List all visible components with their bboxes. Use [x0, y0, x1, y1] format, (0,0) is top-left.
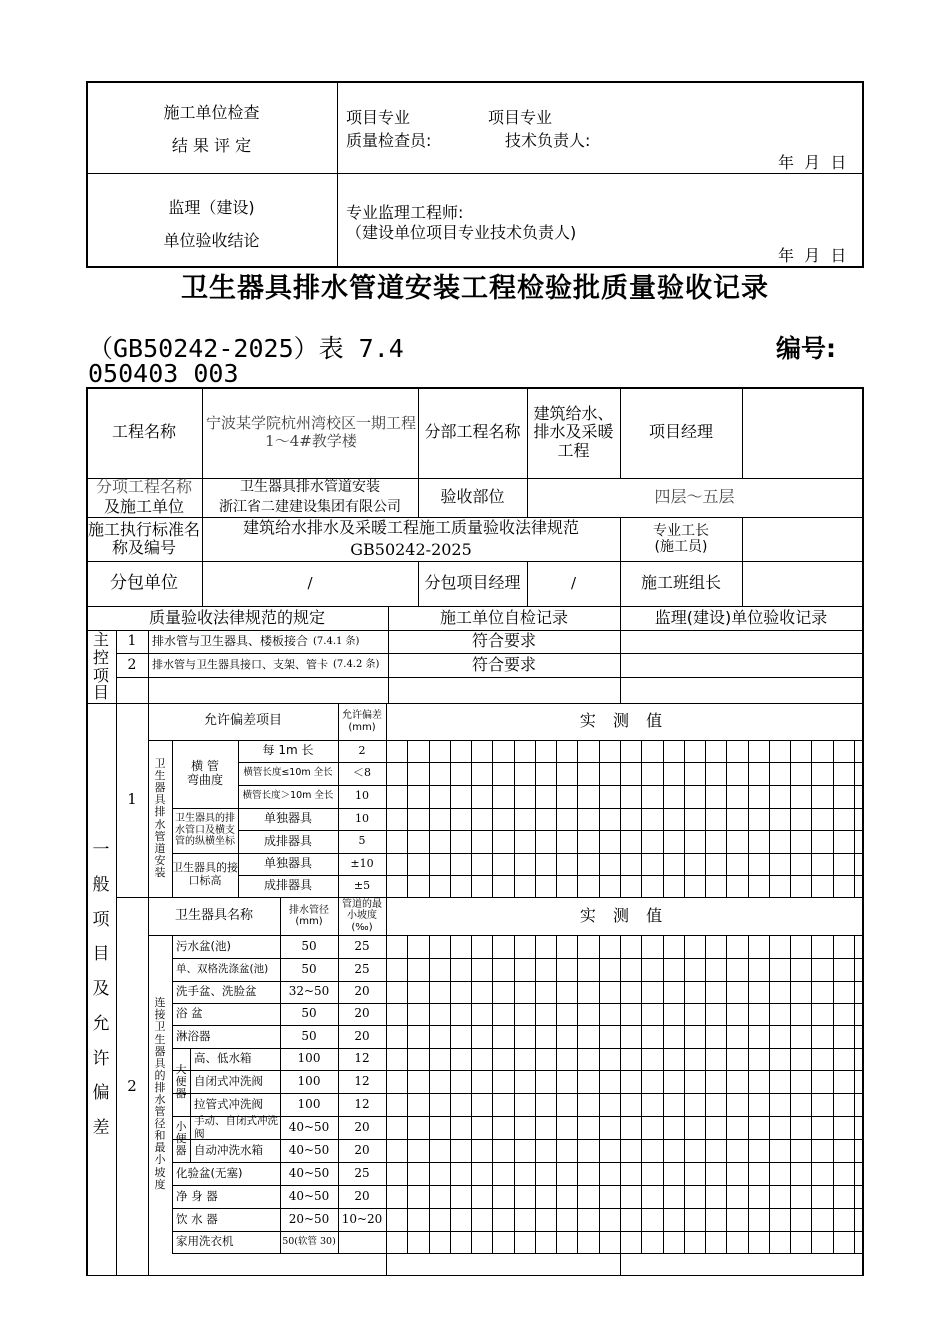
tech-leader-label-1: 项目专业	[488, 108, 553, 127]
supervisor-line-2: （建设单位项目专业技术负责人)	[346, 223, 577, 242]
group1-value: ±10	[350, 856, 374, 870]
measure-grid-line	[620, 740, 621, 897]
urinal-label	[172, 1116, 190, 1162]
measure-grid-line	[833, 740, 834, 897]
main-control-no: 1	[127, 633, 137, 650]
vertical-char: 安	[154, 853, 166, 867]
measured-header-2: 实 测 值	[579, 905, 669, 925]
fixture-diameter: 50	[301, 1028, 317, 1043]
main-control-item	[148, 653, 388, 677]
vertical-char: 便	[175, 1131, 187, 1145]
group1-value: 10	[355, 789, 369, 803]
measure-grid-line	[471, 740, 472, 897]
measure-grid-line	[790, 935, 791, 1253]
main-control-result: 符合要求	[471, 631, 536, 651]
fixture-name: 自动冲洗水箱	[194, 1142, 263, 1157]
vertical-char: 器	[175, 1144, 187, 1158]
measure-grid-line	[599, 740, 600, 897]
fixture-diameter: 40~50	[288, 1188, 330, 1203]
self-check-header: 施工单位自检记录	[439, 607, 568, 627]
measure-grid-line	[769, 740, 770, 897]
fixture-diameter: 40~50	[288, 1142, 330, 1157]
subitem-label-1: 分项工程名称	[95, 477, 192, 497]
vertical-char: 一	[92, 840, 110, 861]
signoff-date-1: 年 月 日	[778, 153, 847, 172]
measured-header-1: 实 测 值	[579, 711, 669, 731]
vertical-char: 度	[154, 1177, 166, 1191]
fixture-slope: 10~20	[341, 1211, 383, 1226]
vertical-char: 连	[154, 996, 166, 1010]
team-leader-label: 施工班组长	[640, 573, 721, 593]
fixture-name: 洗手盆、洗脸盆	[176, 984, 257, 999]
measure-grid-line	[641, 935, 642, 1253]
group1-value: ±5	[353, 878, 371, 892]
measure-grid-line	[684, 740, 685, 897]
fixture-diameter: 20~50	[288, 1211, 330, 1226]
fixture-slope: 12	[354, 1096, 370, 1111]
group1-no: 1	[127, 790, 137, 809]
fixture-name: 饮 水 器	[176, 1211, 218, 1226]
measure-grid-line	[429, 935, 430, 1253]
fixture-slope: 25	[354, 1165, 370, 1180]
quality-inspector-label-2: 质量检查员:	[346, 131, 432, 150]
fixture-slope: 20	[354, 1028, 370, 1043]
fixture-header: 卫生器具名称	[174, 907, 253, 923]
vertical-char: 差	[92, 1117, 110, 1138]
diameter-header: 排水管径 (mm)	[289, 904, 329, 927]
fixture-slope: 20	[354, 1188, 370, 1203]
measure-grid-line	[471, 935, 472, 1253]
subcontractor-value: /	[307, 573, 313, 592]
vertical-char: 坡	[154, 1165, 166, 1179]
fixture-slope	[338, 1231, 386, 1253]
measure-grid-line	[663, 740, 664, 897]
signoff-date-2: 年 月 日	[778, 246, 847, 265]
group1-item: 单独器具	[263, 811, 312, 826]
vertical-char: 项	[92, 665, 109, 685]
slope-header: 管道的最 小坡度(‰)	[342, 898, 382, 933]
row-line	[116, 677, 862, 678]
fixture-diameter: 50	[301, 961, 317, 976]
group1-item: 单独器具	[263, 856, 312, 871]
group1-value: 2	[358, 743, 366, 757]
subitem-value-2: 浙江省二建建设集团有限公司	[219, 498, 401, 515]
group1-sub1-label: 横 管 弯曲度	[186, 759, 223, 787]
group1-value: 5	[358, 834, 366, 848]
group1-item: 每 1m 长	[262, 743, 314, 758]
vertical-char: 道	[154, 841, 166, 855]
main-control-item	[148, 630, 388, 653]
vertical-char: 目	[92, 683, 109, 703]
measure-grid-line	[748, 935, 749, 1253]
fixture-slope: 25	[354, 938, 370, 953]
measure-grid-line	[429, 740, 430, 897]
spec-header-label: 质量验收法律规范的规定	[148, 607, 325, 627]
vertical-char: 具	[154, 793, 166, 807]
fixture-name: 自闭式冲洗阀	[194, 1073, 263, 1088]
main-control-no: 2	[127, 656, 137, 673]
unit-check-label-1: 施工单位检查	[163, 103, 260, 122]
measure-grid-line	[450, 740, 451, 897]
record-number: 050403 003	[88, 359, 239, 388]
group2-side-label	[148, 935, 172, 1253]
group1-item: 横管长度≤10m 全长	[243, 767, 333, 779]
vertical-char: 水	[154, 1093, 166, 1106]
unit-check-label-2: 结 果 评 定	[171, 136, 252, 155]
vertical-char: 径	[154, 1117, 166, 1131]
fixture-diameter: 40~50	[288, 1119, 330, 1134]
main-control-clause: (7.4.2 条)	[333, 659, 380, 671]
vertical-char: 接	[154, 1008, 166, 1022]
vertical-char: 排	[154, 1080, 166, 1094]
vertical-char: 具	[154, 1056, 166, 1070]
project-name-label: 工程名称	[111, 422, 176, 442]
vertical-char: 生	[154, 769, 166, 783]
measure-grid-line	[705, 740, 706, 897]
allow-item-header: 允许偏差项目	[203, 713, 282, 729]
measure-grid-line	[748, 740, 749, 897]
fixture-diameter: 50	[301, 938, 317, 953]
measure-grid-line	[726, 740, 727, 897]
supervision-label-1: 监理（建设)	[168, 198, 255, 217]
measure-grid-line	[599, 935, 600, 1253]
group1-sub2-label: 卫生器具的排水管口及横支管的纵横坐标	[175, 813, 235, 848]
fixture-name: 单、双格洗涤盆(池)	[176, 963, 269, 976]
vertical-char: 允	[92, 1013, 110, 1034]
fixture-name: 污水盆(池)	[176, 938, 231, 953]
vertical-char: 最	[154, 1141, 166, 1155]
measure-grid-line	[535, 740, 536, 897]
vertical-char: 的	[154, 1068, 166, 1082]
vertical-char: 装	[154, 865, 166, 879]
fixture-name: 净 身 器	[176, 1188, 218, 1203]
measure-grid-line	[854, 935, 855, 1253]
vertical-char: 偏	[92, 1083, 110, 1104]
measure-grid-line	[854, 740, 855, 897]
fixture-diameter: 32~50	[288, 984, 330, 999]
project-manager-label: 项目经理	[648, 422, 713, 442]
vertical-char: 般	[92, 875, 110, 896]
supervisor-line-1: 专业监理工程师:	[346, 203, 464, 222]
main-control-label	[86, 630, 116, 703]
standard-value-1: 建筑给水排水及采暖工程施工质量验收法律规范	[242, 517, 579, 537]
main-control-text: 排水管与卫生器具接口、支架、管卡	[152, 657, 328, 671]
location-value: 四层～五层	[654, 487, 735, 507]
vertical-char: 小	[175, 1119, 187, 1133]
measure-grid-line	[705, 935, 706, 1253]
vertical-char: 及	[92, 979, 110, 1000]
vertical-char: 和	[154, 1129, 166, 1143]
measure-grid-line	[811, 740, 812, 897]
project-name-value: 宁波某学院杭州湾校区一期工程 1～4#教学楼	[205, 414, 416, 450]
standard-label: 施工执行标准名称及编号	[87, 519, 200, 557]
vertical-char: 大	[175, 1062, 187, 1076]
measure-grid-line	[811, 935, 812, 1253]
vertical-char: 器	[175, 1087, 187, 1101]
sub-pm-label: 分包项目经理	[424, 573, 521, 593]
fixture-name: 拉管式冲洗阀	[194, 1096, 263, 1111]
measure-grid-line	[407, 740, 408, 897]
vertical-char: 生	[154, 1032, 166, 1046]
fixture-diameter: 40~50	[288, 1165, 330, 1180]
tech-leader-label-2: 技术负责人:	[505, 131, 591, 150]
measure-grid-line	[577, 740, 578, 897]
measure-grid-line	[514, 935, 515, 1253]
measure-grid-line	[407, 935, 408, 1253]
foreman-label: 专业工长 (施工员)	[653, 522, 709, 555]
page-title: 卫生器具排水管道安装工程检验批质量验收记录	[181, 273, 769, 304]
vertical-char: 器	[154, 1044, 166, 1058]
vertical-char: 卫	[154, 1020, 166, 1034]
division-value: 建筑给水、排水及采暖工程	[533, 403, 614, 460]
group1-value: 10	[355, 811, 369, 825]
main-control-clause: (7.4.1 条)	[313, 635, 360, 647]
row-line	[172, 1253, 862, 1254]
group1-sub3-label: 卫生器具的接口标高	[172, 861, 238, 887]
allow-dev-header: 允许偏差 (mm)	[342, 710, 382, 733]
vertical-char: 许	[92, 1048, 110, 1069]
sub-pm-value: /	[570, 573, 577, 592]
standard-value-2: GB50242-2025	[350, 539, 472, 559]
measure-grid-line	[492, 935, 493, 1253]
vertical-char: 排	[154, 805, 166, 819]
fixture-name: 浴 盆	[176, 1006, 203, 1021]
fixture-slope: 12	[354, 1051, 370, 1066]
measure-grid-line	[620, 935, 621, 1253]
measure-grid-line	[450, 935, 451, 1253]
fixture-name: 高、低水箱	[194, 1051, 252, 1066]
group1-item: 横管长度＞10m 全长	[242, 790, 334, 802]
location-label: 验收部位	[440, 487, 505, 507]
fixture-name: 淋浴器	[176, 1028, 211, 1043]
measure-grid-line	[726, 935, 727, 1253]
vertical-char: 控	[92, 647, 109, 667]
measure-grid-line	[556, 740, 557, 897]
group1-item: 成排器具	[263, 878, 312, 893]
quality-inspector-label-1: 项目专业	[346, 108, 411, 127]
fixture-diameter: 50(软管 30)	[282, 1235, 336, 1247]
vertical-char: 卫	[154, 757, 166, 771]
general-items-label	[86, 703, 116, 1276]
fixture-diameter: 100	[297, 1096, 321, 1111]
fixture-name: 手动、自闭式冲洗阀	[194, 1115, 278, 1140]
table-vline	[202, 387, 203, 478]
vertical-char: 项	[92, 909, 110, 930]
measure-grid-line	[663, 935, 664, 1253]
measure-grid-line	[833, 935, 834, 1253]
fixture-diameter: 100	[297, 1073, 321, 1088]
number-label: 编号:	[776, 334, 836, 363]
group1-item: 成排器具	[263, 833, 312, 848]
measure-grid-line	[577, 935, 578, 1253]
measure-grid-line	[769, 935, 770, 1253]
fixture-name: 化验盆(无塞)	[176, 1165, 243, 1180]
fixture-diameter: 100	[297, 1051, 321, 1066]
vertical-char: 便	[175, 1074, 187, 1088]
table-bottom-border	[86, 1275, 864, 1276]
subitem-value-1: 卫生器具排水管道安装	[240, 479, 380, 496]
toilet-label	[172, 1048, 190, 1116]
fixture-diameter: 50	[301, 1006, 317, 1021]
project-manager-value	[742, 387, 862, 478]
fixture-slope: 20	[354, 1119, 370, 1134]
table-vline	[386, 897, 387, 1276]
subcontractor-label: 分包单位	[110, 572, 178, 593]
standard-code: （GB50242-2025）表 7.4	[88, 334, 404, 363]
vertical-char: 小	[154, 1153, 166, 1167]
vertical-char: 目	[92, 944, 110, 965]
measure-grid-line	[684, 935, 685, 1253]
measure-grid-line	[641, 740, 642, 897]
vertical-char: 器	[154, 781, 166, 795]
measure-grid-line	[492, 740, 493, 897]
measure-grid-line	[790, 740, 791, 897]
fixture-slope: 12	[354, 1073, 370, 1088]
group1-value: ＜8	[353, 766, 371, 780]
measure-grid-line	[535, 935, 536, 1253]
vertical-char: 管	[154, 1105, 166, 1119]
main-control-text: 排水管与卫生器具、楼板接合	[152, 633, 309, 648]
table-vline	[620, 1253, 621, 1276]
vertical-char: 水	[154, 817, 166, 831]
measure-grid-line	[514, 740, 515, 897]
division-label: 分部工程名称	[424, 422, 521, 442]
fixture-name: 家用洗衣机	[176, 1234, 234, 1249]
fixture-slope: 20	[354, 1142, 370, 1157]
group2-no: 2	[127, 1076, 137, 1095]
supervision-header: 监理(建设)单位验收记录	[654, 607, 828, 627]
foreman-value	[742, 517, 862, 561]
subitem-label-2: 及施工单位	[103, 496, 184, 516]
fixture-slope: 20	[354, 984, 370, 999]
vertical-char: 管	[154, 829, 166, 843]
fixture-slope: 25	[354, 961, 370, 976]
group1-side-label	[148, 740, 172, 897]
vertical-char: 主	[92, 630, 109, 650]
table-right-border	[862, 387, 864, 1276]
team-leader-value	[742, 561, 862, 606]
fixture-slope: 20	[354, 1006, 370, 1021]
supervision-label-2: 单位验收结论	[163, 231, 260, 250]
main-control-result: 符合要求	[471, 654, 536, 674]
measure-grid-line	[556, 935, 557, 1253]
